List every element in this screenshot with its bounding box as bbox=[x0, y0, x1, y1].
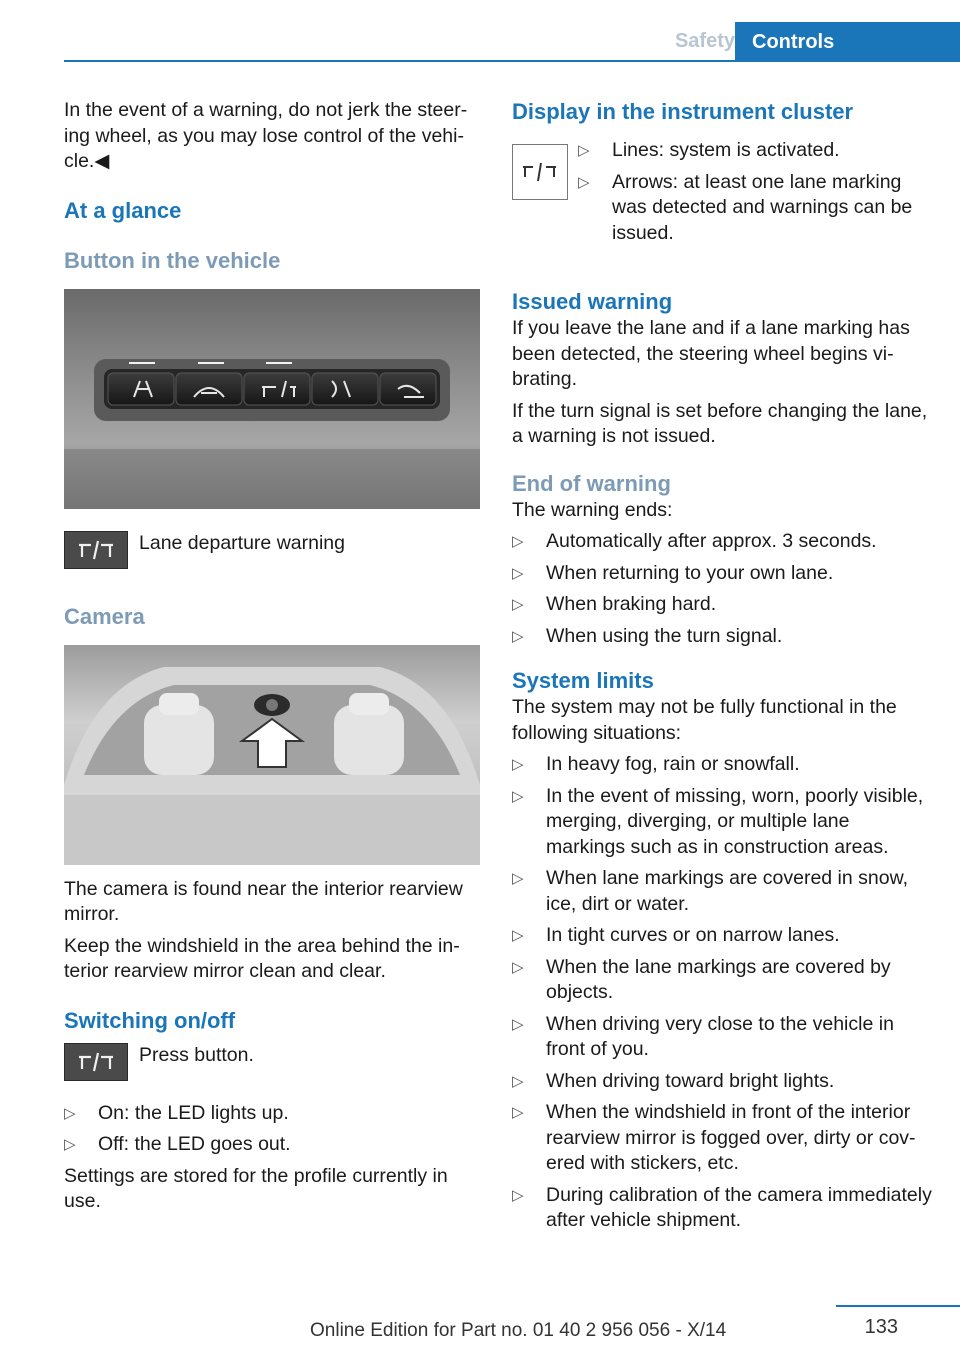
press-button-caption: Press button. bbox=[139, 1043, 254, 1066]
list-item: ▷ When driving very close to the vehicle in front of you. bbox=[512, 1012, 894, 1060]
triangle-bullet-icon: ▷ bbox=[512, 787, 524, 805]
switch-list bbox=[64, 1101, 480, 1158]
triangle-bullet-icon: ▷ bbox=[512, 564, 524, 582]
triangle-bullet-icon: ▷ bbox=[512, 870, 524, 887]
list-item: ▷ When driving toward bright lights. bbox=[512, 1069, 932, 1095]
issued-warning-text: If you leave the lane and if a lane marking has been detected, the steering wheel begins vibrating. bbox=[512, 317, 910, 390]
list-item: ▷ When lane markings are covered in snow, ice, dirt or water. bbox=[512, 867, 909, 915]
list-item: ▷ Lines: system is activated. bbox=[578, 138, 932, 164]
triangle-bullet-icon: ▷ bbox=[64, 1104, 76, 1122]
heading-display-cluster: Display in the instrument cluster bbox=[512, 99, 854, 124]
list-item: ▷ In heavy fog, rain or snowfall. bbox=[512, 752, 932, 778]
list-item: ▷ When using the turn signal. bbox=[512, 624, 932, 650]
settings-note: Settings are stored for the profile currently in use. bbox=[64, 1164, 448, 1212]
triangle-bullet-icon: ▷ bbox=[512, 596, 524, 613]
triangle-bullet-icon: ▷ bbox=[512, 1015, 524, 1033]
left-column bbox=[64, 98, 480, 1221]
cluster-lane-icon bbox=[512, 144, 568, 200]
triangle-bullet-icon: ▷ bbox=[578, 173, 590, 191]
list-item: ▷ When the lane markings are covered by objects. bbox=[512, 955, 891, 1003]
triangle-bullet-icon: ▷ bbox=[64, 1136, 76, 1153]
end-intro: The warning ends: bbox=[512, 498, 673, 521]
triangle-bullet-icon: ▷ bbox=[512, 1072, 524, 1090]
header-rule bbox=[64, 60, 960, 62]
list-item: ▷ Off: the LED goes out. bbox=[64, 1132, 480, 1158]
list-item: ▷ When braking hard. bbox=[512, 592, 932, 618]
heading-end-of-warning: End of warning bbox=[512, 470, 671, 496]
camera-interior-illustration bbox=[64, 645, 480, 865]
triangle-bullet-icon: ▷ bbox=[512, 958, 524, 976]
list-item: ▷ When returning to your own lane. bbox=[512, 561, 932, 587]
triangle-bullet-icon: ▷ bbox=[512, 927, 524, 944]
limits-intro: The system may not be fully functional in the following situations: bbox=[512, 696, 897, 744]
chapter-tab: Controls bbox=[735, 22, 960, 60]
end-list bbox=[512, 529, 932, 649]
heading-issued-warning: Issued warning bbox=[512, 289, 673, 314]
heading-at-a-glance: At a glance bbox=[64, 197, 182, 223]
heading-switching: Switching on/off bbox=[64, 1007, 236, 1033]
intro-warning: In the event of a warning, do not jerk the steering wheel, as you may lose control of the vehicle.◀ bbox=[64, 99, 468, 172]
list-item: ▷ On: the LED lights up. bbox=[64, 1101, 480, 1127]
right-column bbox=[512, 98, 932, 1240]
button-panel-illustration bbox=[64, 289, 480, 509]
heading-system-limits: System limits bbox=[512, 668, 654, 693]
heading-button-in-vehicle: Button in the vehicle bbox=[64, 247, 281, 273]
lane-departure-caption: Lane departure warning bbox=[139, 531, 345, 554]
lane-warning-button-row bbox=[64, 531, 480, 575]
camera-clean-text: Keep the windshield in the area behind the interior rearview mirror clean and clear. bbox=[64, 934, 460, 982]
camera-photo bbox=[64, 645, 480, 865]
triangle-bullet-icon: ▷ bbox=[512, 756, 524, 773]
page-number: 133 bbox=[864, 1316, 898, 1338]
triangle-bullet-icon: ▷ bbox=[512, 1186, 524, 1204]
list-item: ▷ Arrows: at least one lane marking was detected and warnings can be issued. bbox=[578, 170, 913, 244]
button-panel-photo bbox=[64, 289, 480, 509]
switch-button-row bbox=[64, 1043, 480, 1087]
list-item: ▷ Automatically after approx. 3 seconds. bbox=[512, 529, 932, 555]
turn-signal-text: If the turn signal is set before changing the lane, a warning is not issued. bbox=[512, 399, 928, 447]
heading-camera: Camera bbox=[64, 603, 145, 629]
lane-departure-icon bbox=[64, 531, 128, 569]
triangle-bullet-icon: ▷ bbox=[512, 1104, 524, 1121]
section-tab: Safety bbox=[674, 30, 735, 52]
list-item: ▷ In tight curves or on narrow lanes. bbox=[512, 923, 932, 949]
camera-location-text: The camera is found near the interior rearview mirror. bbox=[64, 877, 463, 925]
footer-rule bbox=[836, 1305, 960, 1307]
page-header bbox=[0, 0, 960, 62]
triangle-bullet-icon: ▷ bbox=[512, 533, 524, 550]
lane-departure-icon bbox=[64, 1043, 128, 1081]
display-block bbox=[512, 138, 932, 276]
limits-list bbox=[512, 752, 932, 1234]
list-item: ▷ During calibration of the camera immediately after vehicle shipment. bbox=[512, 1183, 932, 1231]
edition-footer: Online Edition for Part no. 01 40 2 956 056 - X/14 bbox=[310, 1320, 727, 1341]
display-list bbox=[578, 138, 932, 252]
list-item: ▷ When the windshield in front of the interior rearview mirror is fogged over, dirty or covered with stickers, etc. bbox=[512, 1101, 916, 1174]
triangle-bullet-icon: ▷ bbox=[512, 627, 524, 645]
list-item: ▷ In the event of missing, worn, poorly visible, merging, diverging, or multiple lane markings such as in construction areas. bbox=[512, 784, 924, 858]
triangle-bullet-icon: ▷ bbox=[578, 142, 590, 159]
